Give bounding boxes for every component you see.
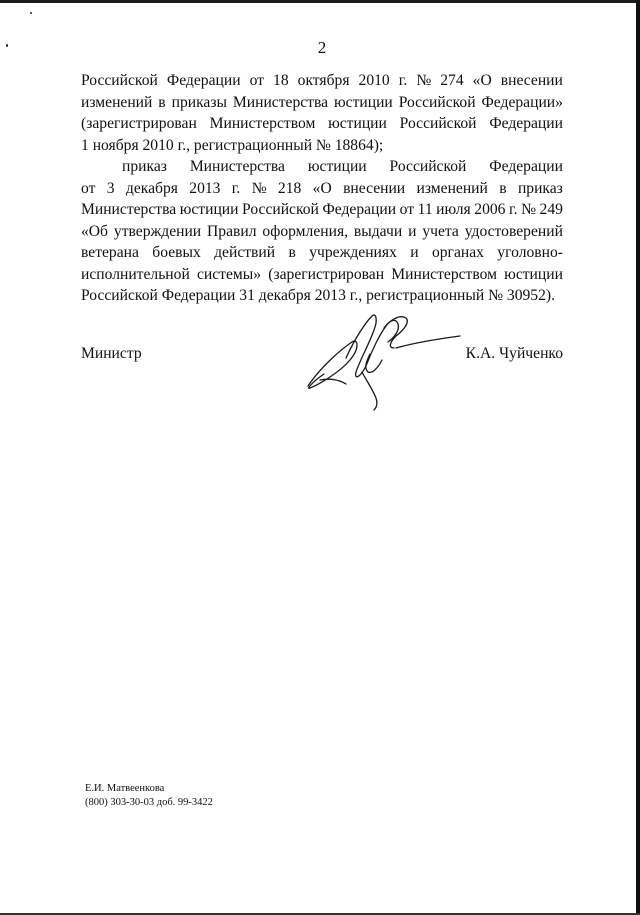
word: июля bbox=[436, 201, 471, 218]
word: (зарегистрирован bbox=[81, 115, 197, 132]
executor-phone: (800) 303-30-03 доб. 99-3422 bbox=[85, 797, 213, 808]
word: приказ bbox=[517, 179, 563, 197]
word: Министерством bbox=[391, 265, 497, 283]
word: «О bbox=[472, 72, 492, 89]
page-number: 2 bbox=[317, 38, 327, 57]
word: 218 bbox=[277, 179, 302, 197]
word: юстиции bbox=[307, 158, 367, 175]
word: учета bbox=[422, 222, 459, 240]
word: № bbox=[416, 72, 432, 89]
word: Министерством bbox=[209, 115, 316, 132]
word: г. bbox=[509, 201, 518, 218]
word: от bbox=[249, 72, 264, 89]
word: органах bbox=[431, 244, 484, 261]
word: № bbox=[251, 179, 267, 197]
word: декабря bbox=[125, 179, 178, 197]
word: Российской Федерации 31 декабря 2013 г., регистрационный № 30952). bbox=[81, 287, 555, 304]
word: г. bbox=[398, 72, 408, 89]
word: от bbox=[81, 179, 96, 197]
word: 2010 bbox=[358, 72, 390, 89]
word: боевых bbox=[152, 244, 201, 261]
text-line bbox=[81, 285, 563, 307]
word: «Об bbox=[81, 222, 108, 240]
scan-speck bbox=[6, 44, 8, 47]
word: 1 ноября 2010 г., регистрационный № 18864); bbox=[81, 136, 384, 154]
word: приказы bbox=[171, 93, 227, 111]
word: изменений bbox=[81, 93, 153, 111]
scan-speck bbox=[30, 12, 32, 14]
word: (зарегистрирован bbox=[268, 265, 385, 283]
word: учреждениях bbox=[309, 244, 397, 261]
word: 18 bbox=[273, 72, 289, 89]
word: Российской bbox=[242, 201, 319, 218]
word: выдачи bbox=[353, 222, 403, 240]
body-text bbox=[81, 70, 563, 307]
word: 3 bbox=[106, 179, 115, 197]
word: «О bbox=[312, 179, 332, 197]
word: Министерства bbox=[81, 201, 177, 218]
word: Российской bbox=[398, 93, 476, 111]
word: Российской bbox=[399, 115, 477, 132]
scan-edge-top bbox=[0, 0, 640, 3]
text-line bbox=[81, 242, 563, 264]
word: 249 bbox=[539, 201, 563, 218]
text-line bbox=[81, 264, 563, 286]
signer-title: Министр bbox=[81, 345, 142, 362]
word: в bbox=[499, 179, 507, 197]
text-line bbox=[81, 221, 563, 243]
word: 2013 bbox=[189, 179, 221, 197]
word: уголовно- bbox=[497, 244, 563, 261]
word: юстиции bbox=[179, 201, 239, 218]
word: и bbox=[410, 244, 419, 261]
word: Федерации» bbox=[481, 93, 563, 111]
text-line bbox=[81, 178, 563, 200]
word: в bbox=[158, 93, 166, 111]
word: Федерации bbox=[489, 158, 563, 175]
executor-info bbox=[85, 782, 213, 810]
text-line bbox=[81, 156, 563, 178]
executor-name: Е.И. Матвеенкова bbox=[85, 783, 165, 794]
word: юстиции bbox=[328, 115, 387, 132]
word: юстиции bbox=[504, 265, 563, 283]
word: 274 bbox=[440, 72, 464, 89]
scan-edge-right bbox=[636, 0, 640, 915]
word: октября bbox=[297, 72, 350, 89]
signer-name: К.А. Чуйченко bbox=[465, 345, 563, 362]
word: 2006 bbox=[474, 201, 506, 218]
word: юстиции bbox=[334, 93, 393, 111]
word: 11 bbox=[417, 201, 433, 218]
word: г. bbox=[231, 179, 241, 197]
word: ветерана bbox=[81, 244, 139, 261]
word: внесении bbox=[500, 72, 563, 89]
signature-block bbox=[81, 345, 563, 367]
word: Министерства bbox=[232, 93, 329, 111]
word: удостоверений bbox=[464, 222, 563, 240]
word: от bbox=[399, 201, 415, 218]
word: системы» bbox=[196, 265, 262, 283]
word: Федерации bbox=[489, 115, 563, 132]
text-line bbox=[81, 70, 563, 92]
word: Федерации bbox=[322, 201, 397, 218]
word: утверждении bbox=[113, 222, 202, 240]
word: оформления, bbox=[262, 222, 349, 240]
text-line bbox=[81, 113, 563, 135]
text-line bbox=[81, 199, 563, 221]
word: исполнительной bbox=[81, 265, 190, 283]
text-line bbox=[81, 92, 563, 114]
word: в bbox=[288, 244, 296, 261]
word: внесении bbox=[343, 179, 406, 197]
word: Правил bbox=[207, 222, 257, 240]
word: действий bbox=[214, 244, 276, 261]
word: приказ bbox=[122, 158, 167, 175]
word: Российской bbox=[81, 72, 158, 89]
word: № bbox=[521, 201, 536, 218]
word: Федерации bbox=[166, 72, 241, 89]
word: и bbox=[408, 222, 417, 240]
word: Российской bbox=[389, 158, 467, 175]
word: изменений bbox=[416, 179, 488, 197]
text-line bbox=[81, 135, 563, 157]
word: Министерства bbox=[189, 158, 285, 175]
